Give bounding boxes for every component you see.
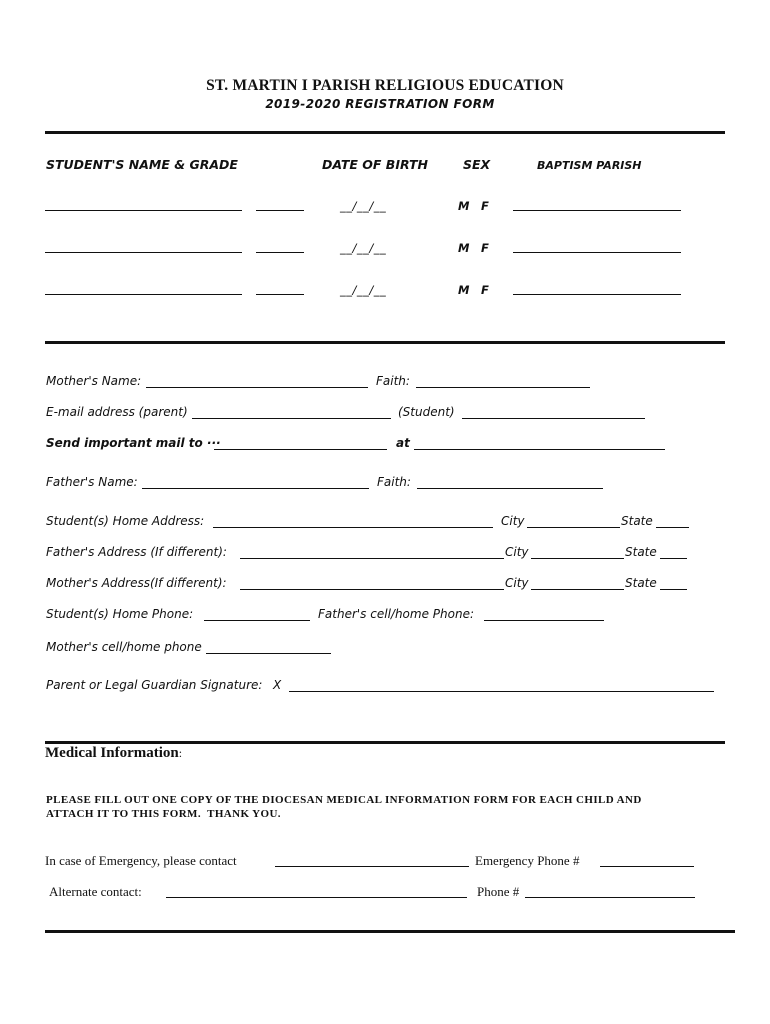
alternate-contact-field[interactable]: [166, 897, 467, 898]
signature-label: Parent or Legal Guardian Signature:: [46, 678, 263, 692]
send-mail-field[interactable]: [214, 449, 387, 450]
student-name-field[interactable]: [45, 252, 242, 253]
home-city-label: City: [501, 514, 525, 528]
father-city-label: City: [505, 545, 529, 559]
email-student-field[interactable]: [462, 418, 645, 419]
father-state-label: State: [625, 545, 657, 559]
email-parent-field[interactable]: [192, 418, 391, 419]
divider-top: [45, 131, 725, 134]
sex-option-f[interactable]: F: [481, 199, 490, 213]
home-phone-label: Student(s) Home Phone:: [46, 607, 194, 621]
home-phone-field[interactable]: [204, 620, 310, 621]
send-mail-label: [46, 436, 221, 450]
mother-name-label: Mother's Name:: [46, 374, 142, 388]
email-parent-label: E-mail address (parent): [46, 405, 188, 419]
emergency-contact-field[interactable]: [275, 866, 469, 867]
student-grade-field[interactable]: [256, 210, 304, 211]
mother-city-field[interactable]: [531, 589, 624, 590]
father-phone-field[interactable]: [484, 620, 604, 621]
send-mail-text: Send important mail to ···: [46, 436, 221, 450]
send-mail-address-field[interactable]: [414, 449, 665, 450]
signature-x-mark: X: [273, 678, 282, 692]
form-title: ST. MARTIN I PARISH RELIGIOUS EDUCATION: [206, 77, 564, 94]
medical-heading-colon: :: [178, 746, 183, 760]
sex-option-m[interactable]: M: [458, 283, 470, 297]
home-address-label: Student(s) Home Address:: [46, 514, 205, 528]
send-mail-at-label: [396, 436, 410, 450]
column-student-name: STUDENT'S NAME & GRADE: [46, 157, 238, 172]
student-name-field[interactable]: [45, 294, 242, 295]
mother-phone-field[interactable]: [206, 653, 331, 654]
medical-notice-line1: PLEASE FILL OUT ONE COPY OF THE DIOCESAN MEDICAL INFORMATION FORM FOR EACH CHILD AND: [46, 794, 642, 806]
sex-option-m[interactable]: M: [458, 199, 470, 213]
medical-heading-text: Medical Information: [45, 745, 179, 761]
divider-medical: [45, 741, 725, 744]
father-faith-label: Faith:: [377, 475, 411, 489]
mother-name-field[interactable]: [146, 387, 368, 388]
column-sex: SEX: [463, 157, 491, 172]
student-grade-field[interactable]: [256, 294, 304, 295]
dob-field[interactable]: __/__/__: [340, 241, 387, 255]
emergency-contact-label: In case of Emergency, please contact: [45, 853, 237, 868]
father-city-field[interactable]: [531, 558, 624, 559]
alternate-phone-field[interactable]: [525, 897, 695, 898]
student-grade-field[interactable]: [256, 252, 304, 253]
form-subtitle: 2019-2020 REGISTRATION FORM: [265, 97, 495, 111]
father-address-label: Father's Address (If different):: [46, 545, 227, 559]
alternate-contact-label: Alternate contact:: [49, 884, 142, 899]
mother-faith-label: Faith:: [376, 374, 410, 388]
mother-state-field[interactable]: [660, 589, 687, 590]
baptism-parish-field[interactable]: [513, 294, 681, 295]
medical-notice-line2: ATTACH IT TO THIS FORM. THANK YOU.: [46, 808, 281, 820]
student-name-field[interactable]: [45, 210, 242, 211]
father-faith-field[interactable]: [417, 488, 603, 489]
home-state-field[interactable]: [656, 527, 689, 528]
column-date-of-birth: DATE OF BIRTH: [322, 157, 429, 172]
father-name-label: Father's Name:: [46, 475, 138, 489]
medical-heading: [45, 745, 182, 762]
sex-option-m[interactable]: M: [458, 241, 470, 255]
home-address-field[interactable]: [213, 527, 493, 528]
baptism-parish-field[interactable]: [513, 252, 681, 253]
mother-faith-field[interactable]: [416, 387, 590, 388]
mother-address-label: Mother's Address(If different):: [46, 576, 227, 590]
mother-phone-label: Mother's cell/home phone: [46, 640, 202, 654]
signature-field[interactable]: [289, 691, 714, 692]
divider-bottom: [45, 930, 735, 933]
column-baptism-parish: BAPTISM PARISH: [537, 159, 642, 172]
email-student-label: (Student): [398, 405, 455, 419]
divider-students: [45, 341, 725, 344]
father-name-field[interactable]: [142, 488, 369, 489]
dob-field[interactable]: __/__/__: [340, 199, 387, 213]
home-state-label: State: [621, 514, 653, 528]
father-state-field[interactable]: [660, 558, 687, 559]
home-city-field[interactable]: [527, 527, 620, 528]
sex-option-f[interactable]: F: [481, 283, 490, 297]
send-mail-at-text: at: [396, 436, 410, 450]
baptism-parish-field[interactable]: [513, 210, 681, 211]
mother-city-label: City: [505, 576, 529, 590]
dob-field[interactable]: __/__/__: [340, 283, 387, 297]
mother-state-label: State: [625, 576, 657, 590]
emergency-phone-label: Emergency Phone #: [475, 853, 580, 868]
sex-option-f[interactable]: F: [481, 241, 490, 255]
father-address-field[interactable]: [240, 558, 504, 559]
emergency-phone-field[interactable]: [600, 866, 694, 867]
alternate-phone-label: Phone #: [477, 884, 520, 899]
father-phone-label: Father's cell/home Phone:: [318, 607, 474, 621]
mother-address-field[interactable]: [240, 589, 504, 590]
